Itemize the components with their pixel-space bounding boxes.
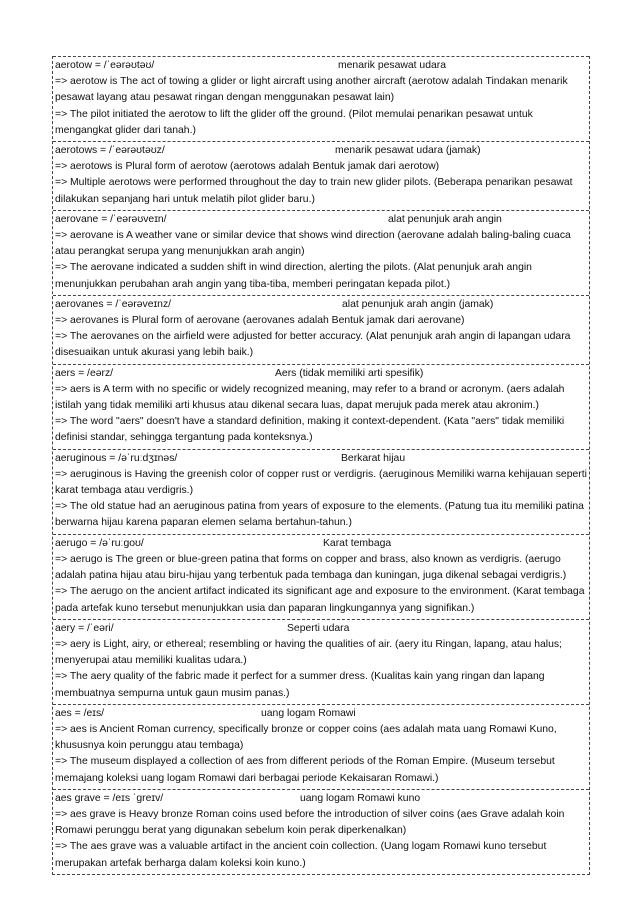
entry-meaning: uang logam Romawi kuno	[300, 792, 421, 804]
dictionary-entry	[53, 704, 589, 789]
dictionary-entry	[53, 619, 589, 704]
entry-meaning: alat penunjuk arah angin (jamak)	[342, 298, 494, 310]
entry-header	[55, 791, 587, 807]
entry-header	[55, 58, 587, 74]
entry-definition: => aers is A term with no specific or widely recognized meaning, may refer to a brand or acronym. (aers adalah istilah yang tidak memiliki arti khusus atau dikenal secara luas, dapat merujuk pada merek atau akronim.)	[55, 383, 565, 412]
entry-definition: => aerugo is The green or blue-green patina that forms on copper and brass, also known as verdigris. (aerugo adalah patina hijau atau biru-hijau yang terbentuk pada tembaga dan kuningan, juga dikenal sebagai verdigris.)	[55, 553, 567, 582]
entry-term: aerotow = /ˈeərəʊtəʊ/	[55, 60, 155, 71]
entry-header	[55, 536, 587, 552]
entry-meaning: Seperti udara	[287, 622, 350, 634]
dictionary-entry	[53, 364, 589, 449]
entry-term: aes = /eɪs/	[55, 707, 105, 719]
entry-definition: => aes grave is Heavy bronze Roman coins used before the introduction of silver coins (aes Grave adalah koin Romawi perunggu berat yang digunakan sebelum koin perak diperkenalkan)	[55, 808, 565, 837]
dictionary-entry	[53, 210, 589, 295]
entry-meaning: Karat tembaga	[323, 537, 392, 549]
entry-example: => The aery quality of the fabric made it perfect for a summer dress. (Kualitas kain yang ringan dan lapang membuatnya sempurna untuk gaun musim panas.)	[55, 671, 545, 699]
entry-definition: => aerovane is A weather vane or similar device that shows wind direction (aerovane adalah baling-baling cuaca atau perangkat serupa yang menunjukkan arah angin)	[55, 230, 571, 258]
entry-meaning: alat penunjuk arah angin	[388, 213, 502, 225]
entry-meaning: uang logam Romawi	[261, 707, 356, 719]
entry-example: => The old statue had an aeruginous patina from years of exposure to the elements. (Patung tua itu memiliki patina berwarna hijau karena paparan elemen selama bertahun-tahun.)	[55, 501, 584, 529]
dictionary-entry	[53, 141, 589, 210]
entry-header	[55, 143, 587, 159]
entry-example: => The aerovane indicated a sudden shift in wind direction, alerting the pilots. (Alat penunjuk arah angin menunjukkan perubahan arah angin yang tiba-tiba, memberi peringatan kepada pilot.)	[55, 262, 532, 290]
dictionary-entry	[53, 534, 589, 619]
entry-example: => Multiple aerotows were performed throughout the day to train new glider pilots. (Beberapa penarikan pesawat dilakukan sepanjang hari untuk melatih pilot glider baru.)	[55, 177, 573, 205]
entry-meaning: Berkarat hijau	[341, 452, 406, 464]
entry-example: => The word "aers" doesn't have a standard definition, making it context-dependent. (Kata "aers" tidak memiliki definisi standar, sehingga tergantung pada konteksnya.)	[55, 416, 565, 444]
entry-term: aerovane = /ˈeərəʊveɪn/	[55, 213, 167, 225]
entry-term: aery = /ˈeəri/	[55, 622, 114, 634]
dictionary-entries	[52, 56, 590, 875]
entry-example: => The museum displayed a collection of aes from different periods of the Roman Empire. (Museum tersebut memajang koleksi uang logam Romawi dari berbagai periode Kekaisaran Romawi.)	[55, 756, 555, 784]
entry-definition: => aery is Light, airy, or ethereal; resembling or having the qualities of air. (aery itu Ringan, lapang, atau halus; menyerupai atau memiliki kualitas udara.)	[55, 638, 562, 667]
dictionary-entry	[53, 789, 589, 874]
entry-term: aeruginous = /əˈruːdʒɪnəs/	[55, 452, 178, 464]
entry-definition: => aerotows is Plural form of aerotow (aerotows adalah Bentuk jamak dari aerotow)	[55, 161, 440, 173]
entry-header	[55, 451, 587, 467]
entry-definition: => aerotow is The act of towing a glider or light aircraft using another aircraft (aerotow adalah Tindakan menarik pesawat layang atau pesawat ringan dengan menggunakan pesawat lain)	[55, 76, 568, 104]
entry-meaning: menarik pesawat udara	[338, 60, 447, 71]
dictionary-entry	[53, 56, 589, 141]
entry-header	[55, 706, 587, 722]
entry-term: aerovanes = /ˈeərəveɪnz/	[55, 298, 172, 310]
entry-example: => The aerugo on the ancient artifact indicated its significant age and exposure to the environment. (Karat tembaga pada artefak kuno tersebut menunjukkan usia dan paparan lingkungannya yang signifikan.)	[55, 586, 585, 614]
entry-meaning: menarik pesawat udara (jamak)	[335, 145, 481, 157]
entry-header	[55, 297, 587, 313]
entry-header	[55, 212, 587, 228]
dictionary-entry	[53, 449, 589, 534]
entry-term: aes grave = /eɪs ˈɡreɪv/	[55, 792, 164, 804]
dictionary-entry	[53, 295, 589, 364]
entry-header	[55, 621, 587, 637]
entry-term: aerugo = /əˈruːɡoʊ/	[55, 537, 144, 549]
entry-example: => The aes grave was a valuable artifact in the ancient coin collection. (Uang logam Romawi kuno tersebut merupakan artefak berharga dalam koleksi koin kuno.)	[55, 841, 547, 869]
entry-definition: => aeruginous is Having the greenish color of copper rust or verdigris. (aeruginous Memiliki warna kehijauan seperti karat tembaga atau verdigris.)	[55, 468, 587, 497]
entry-term: aerotows = /ˈeərəʊtəʊz/	[55, 145, 165, 157]
entry-example: => The aerovanes on the airfield were adjusted for better accuracy. (Alat penunjuk arah angin di lapangan udara disesuaikan untuk akurasi yang lebih baik.)	[55, 331, 571, 359]
entry-definition: => aerovanes is Plural form of aerovane (aerovanes adalah Bentuk jamak dari aerovane)	[55, 315, 465, 327]
entry-header	[55, 366, 587, 382]
entry-term: aers = /eərz/	[55, 367, 114, 379]
entry-meaning: Aers (tidak memiliki arti spesifik)	[275, 367, 424, 379]
entry-example: => The pilot initiated the aerotow to lift the glider off the ground. (Pilot memulai penarikan pesawat untuk mengangkat glider dari tanah.)	[55, 108, 533, 136]
entry-definition: => aes is Ancient Roman currency, specifically bronze or copper coins (aes adalah mata uang Romawi Kuno, khususnya koin perunggu atau tembaga)	[55, 723, 557, 752]
